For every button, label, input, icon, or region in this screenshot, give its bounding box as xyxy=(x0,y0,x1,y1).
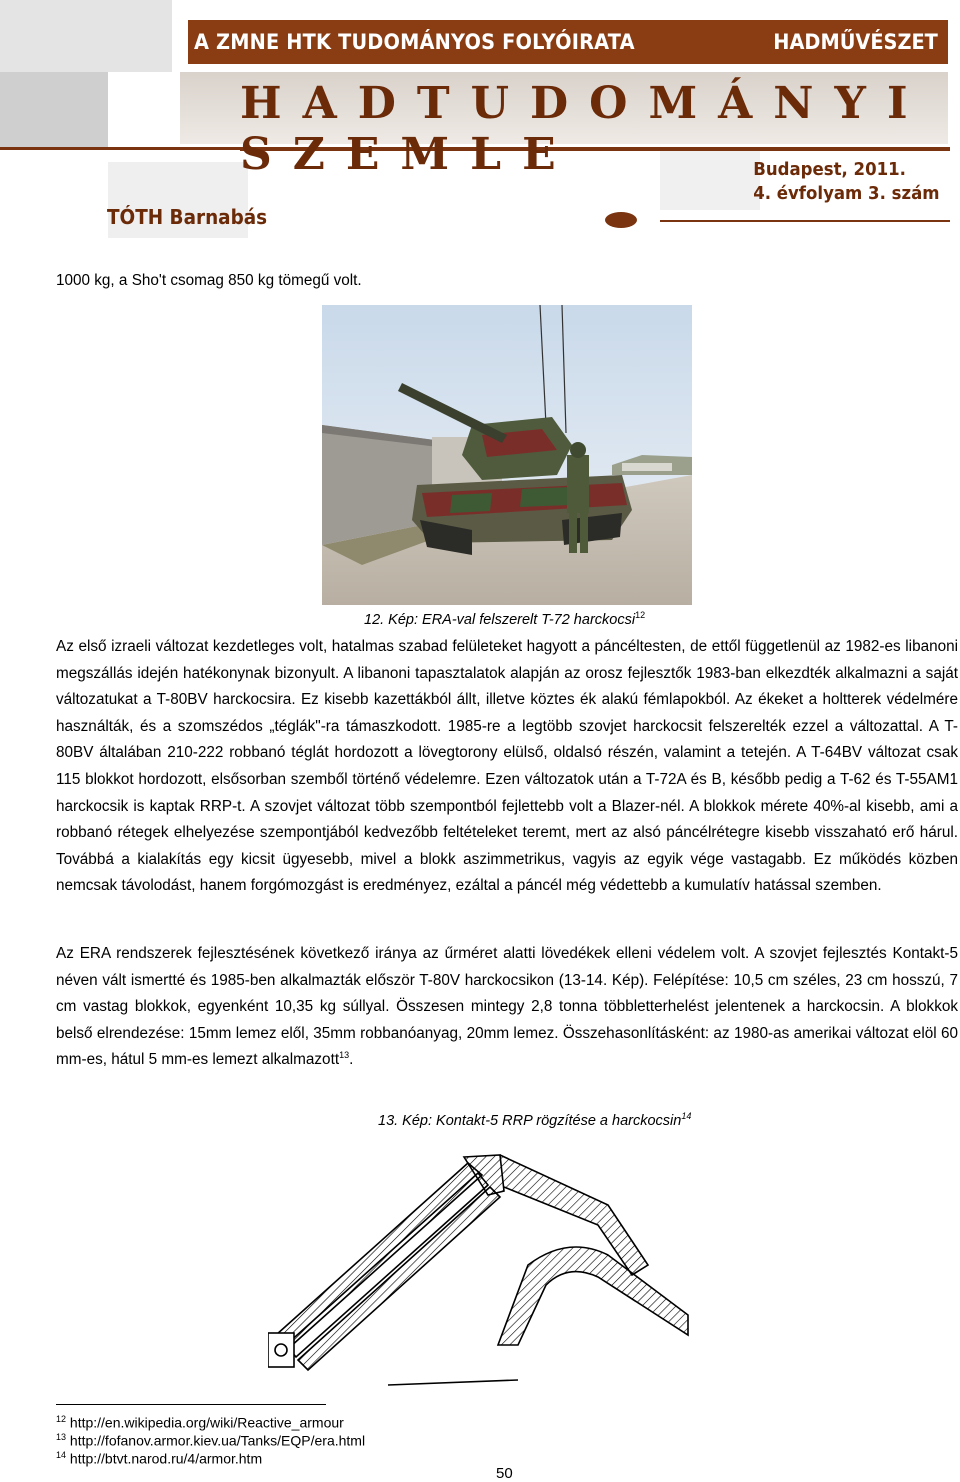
journal-name: A ZMNE HTK TUDOMÁNYOS FOLYÓIRATA xyxy=(194,30,635,54)
paragraph-2 xyxy=(56,941,958,1074)
footnote-link[interactable]: http://en.wikipedia.org/wiki/Reactive_armour xyxy=(69,1414,344,1431)
tank-photo-image xyxy=(322,305,692,605)
paragraph-2-end: . xyxy=(349,1051,354,1069)
header-decor-square xyxy=(0,72,108,148)
journal-title: HADTUDOMÁNYI SZEMLE xyxy=(240,78,929,180)
figure-12-caption-text: 12. Kép: ERA-val felszerelt T-72 harckocsi xyxy=(364,612,636,628)
footnote-rule xyxy=(56,1404,326,1405)
footnote-number: 12 xyxy=(56,1414,67,1424)
kontakt5-drawing-image xyxy=(268,1145,698,1395)
footnote-14 xyxy=(56,1446,262,1468)
figure-13-caption-text: 13. Kép: Kontakt-5 RRP rögzítése a harckocsin xyxy=(378,1113,682,1129)
issue-info xyxy=(754,158,940,206)
issue-date: Budapest, 2011. xyxy=(753,159,907,180)
section-name: HADMŰVÉSZET xyxy=(773,30,938,54)
footnote-number: 14 xyxy=(56,1450,67,1460)
footnote-link[interactable]: http://fofanov.armor.kiev.ua/Tanks/EQP/era.html xyxy=(69,1432,366,1449)
footnote-ref-14: 14 xyxy=(681,1111,692,1122)
footnote-number: 13 xyxy=(56,1432,67,1442)
figure-13-caption xyxy=(378,1113,691,1129)
intro-line: 1000 kg, a Sho't csomag 850 kg tömegű volt. xyxy=(56,272,362,289)
footnote-ref-13: 13 xyxy=(339,1050,350,1061)
paragraph-1: Az első izraeli változat kezdetleges volt, hatalmas szabad felületeket hagyott a páncéltesten, de ettől függetlenül az 1982-es libanoni megszállás idején hatékonynak bizonyult. A libanoni tapasztalatok alapján az orosz fejlesztők 1983-ban elkezdték alkalmazni a saját változatukat a T-80BV harckocsira. Ez kisebb kazettákból állt, illetve köztes ék alakú fémlapokból. Az ékeket a holtterek védelmére használták, és a szomszédos „téglák"-ra támaszkodott. 1985-re a legtöbb szovjet harckocsit felszerelték ezzel a változattal. A T-80BV általában 210-222 robbanó téglát hordozott a lövegtorony elülső, oldalsó részén, valamint a tetején. A T-64BV változat csak 115 blokkot hordozott, elsősorban szemből történő védelemre. Ezen változatok után a T-72A és B, később pedig a T-62 és T-55AM1 harckocsik is kaptak RRP-t. A szovjet változat több szempontból fejlettebb volt a Blazer-nél. A blokkok mérete 40%-al kisebb, ami a robbanó rétegek elhelyezése szempontjából kedvezőbb feltételeket teremt, mert az alsó páncélrétegre kisebb visszaható erő hárul. Továbbá a kialakítás egy kicsit ügyesebb, mivel a blokk aszimmetrikus, vagyis az egyik vége vastagabb. Ez működés közben nemcsak távolodást, hanem forgómozgást is eredményez, ezáltal a páncél még védettebb a kumulatív hatással szemben. xyxy=(56,638,958,895)
header-decor-square xyxy=(0,0,172,72)
header-divider xyxy=(660,220,950,222)
author-name: TÓTH Barnabás xyxy=(107,205,268,229)
figure-12-caption xyxy=(364,612,645,628)
tank-photo xyxy=(322,305,692,605)
issue-volume: 4. évfolyam 3. szám xyxy=(753,183,940,204)
kontakt5-drawing xyxy=(268,1145,698,1395)
footnote-link[interactable]: http://btvt.narod.ru/4/armor.htm xyxy=(69,1450,263,1467)
page-number: 50 xyxy=(496,1465,513,1482)
footnote-ref-12: 12 xyxy=(635,610,646,621)
paragraph-2-text: Az ERA rendszerek fejlesztésének következő iránya az űrméret alatti lövedékek elleni védelem volt. A szovjet fejlesztés Kontakt-5 néven vált ismertté és 1985-ben alkalmazták először T-80V harckocsikon (13-14. Kép). Felépítése: 10,5 cm széles, 23 cm hosszú, 7 cm vastag blokkok, egyenként 10,35 kg súllyal. Összesen mintegy 2,8 tonna többletterhelést jelentenek a harckocsin. A blokkok belső elrendezése: 15mm lemez elől, 35mm robbanóanyag, 20mm lemez. Összehasonlításként: az 1980-as amerikai változat elöl 60 mm-es, hátul 5 mm-es lemezt alkalmazott xyxy=(56,945,958,1069)
header-decor-dot xyxy=(605,212,637,228)
